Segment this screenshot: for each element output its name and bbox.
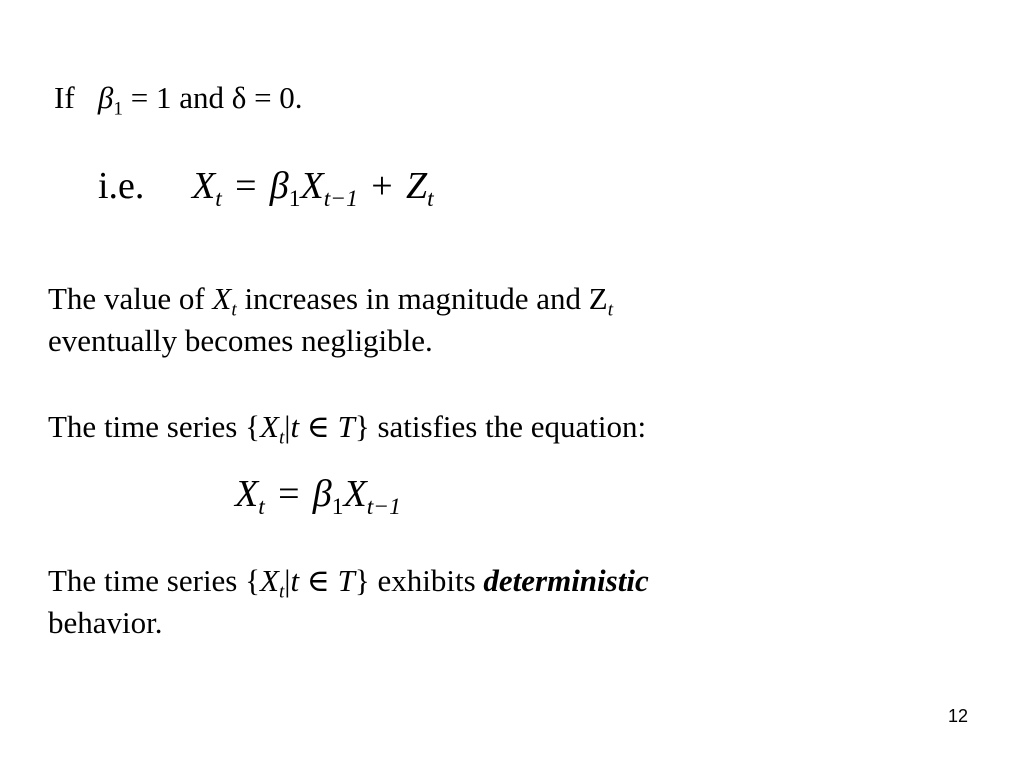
p3-sub-t: t	[278, 581, 285, 603]
paragraph-magnitude	[48, 278, 613, 362]
p3-text-b: } exhibits	[354, 563, 484, 598]
eq2-rhs-sub: t−1	[366, 493, 401, 520]
beta-symbol: β	[97, 80, 114, 115]
paragraph-magnitude-line1	[48, 278, 613, 320]
eq2-lhs-sub: t	[258, 493, 265, 520]
p2-bar: |	[284, 409, 291, 444]
ie-label: i.e.	[98, 165, 145, 207]
p3-t: t	[290, 563, 300, 598]
eq1-equals: =	[235, 165, 257, 207]
p2-T: T	[337, 409, 355, 444]
slide-number: 12	[947, 706, 968, 726]
paragraph-deterministic-line2: behavior.	[48, 605, 163, 640]
eq2-equals: =	[278, 473, 300, 515]
p1-var-x: X	[212, 281, 232, 316]
eq1-rhs-var: X	[300, 165, 324, 207]
paragraph-deterministic-line1	[48, 560, 649, 602]
p1-text-a: The value of	[48, 281, 213, 316]
p1-sub-t: t	[231, 299, 237, 321]
paragraph-magnitude-line2: eventually becomes negligible.	[48, 323, 433, 358]
p3-in-symbol: ∈	[299, 563, 338, 598]
equation-ar1-deterministic	[235, 472, 401, 520]
eq1-lhs-sub: t	[215, 185, 222, 212]
p3-bar: |	[284, 563, 291, 598]
p2-var-x: X	[260, 409, 279, 444]
p1-sub-t2: t	[607, 299, 614, 321]
p2-t: t	[290, 409, 300, 444]
p2-text-b: } satisfies the equation:	[354, 409, 647, 444]
p1-text-b: increases in magnitude and Z	[236, 281, 608, 316]
p2-sub-t: t	[278, 427, 285, 449]
eq2-lhs-var: X	[235, 473, 259, 515]
eq2-beta-sub: 1	[331, 493, 344, 520]
condition-prefix: If	[54, 80, 75, 115]
condition-line	[54, 80, 303, 120]
equation-ar1-with-noise	[192, 164, 434, 212]
eq1-z-sub: t	[427, 185, 434, 212]
p2-text-a: The time series {	[48, 409, 261, 444]
p3-text-a: The time series {	[48, 563, 261, 598]
eq1-rhs-sub: t−1	[323, 185, 358, 212]
paragraph-deterministic	[48, 560, 649, 644]
p3-var-x: X	[260, 563, 279, 598]
p3-emphasis-deterministic: deterministic	[483, 563, 649, 598]
eq1-plus: +	[371, 165, 393, 207]
p3-T: T	[337, 563, 355, 598]
eq1-z-var: Z	[405, 165, 428, 207]
paragraph-satisfies	[48, 406, 646, 448]
p2-in-symbol: ∈	[299, 409, 338, 444]
eq1-beta-sub: 1	[288, 185, 301, 212]
beta-subscript: 1	[113, 98, 123, 120]
eq1-lhs-var: X	[192, 165, 216, 207]
eq1-beta: β	[269, 165, 289, 207]
condition-rest: = 1 and δ = 0.	[122, 80, 303, 115]
eq2-beta: β	[312, 473, 332, 515]
eq2-rhs-var: X	[343, 473, 367, 515]
